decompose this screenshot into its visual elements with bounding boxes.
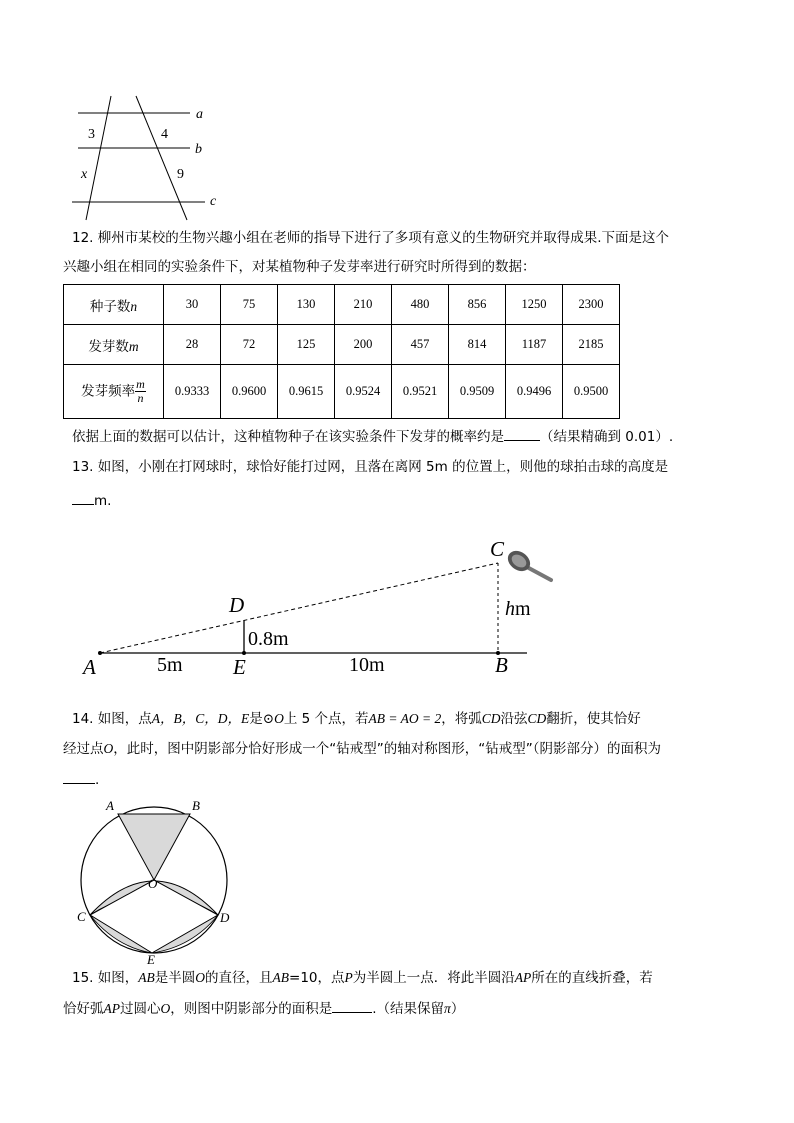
cell: 0.9521 bbox=[392, 365, 449, 419]
table-row-sprouts bbox=[64, 325, 620, 365]
seg-4: 4 bbox=[161, 127, 168, 142]
cell: 125 bbox=[278, 325, 335, 365]
point-A bbox=[98, 651, 102, 655]
cell: 1250 bbox=[506, 285, 563, 325]
label-B: B bbox=[192, 798, 200, 813]
seg-3: 3 bbox=[88, 127, 95, 142]
cell: 210 bbox=[335, 285, 392, 325]
cell: 72 bbox=[221, 325, 278, 365]
row-label-sprouts: 发芽数m bbox=[64, 325, 164, 365]
shaded-triangle bbox=[118, 814, 190, 880]
cell: 30 bbox=[164, 285, 221, 325]
cell: 0.9524 bbox=[335, 365, 392, 419]
cell: 1187 bbox=[506, 325, 563, 365]
cell: 0.9600 bbox=[221, 365, 278, 419]
label-EB-length: 10m bbox=[349, 654, 385, 676]
cell: 130 bbox=[278, 285, 335, 325]
label-O: O bbox=[148, 876, 158, 891]
cell: 856 bbox=[449, 285, 506, 325]
ball-path-dashed bbox=[100, 563, 498, 653]
label-DE-length: 0.8m bbox=[248, 628, 289, 650]
row-label-frequency: 发芽频率 $\frac{m}{n}$ bbox=[64, 365, 164, 419]
q13-line1: 13. 如图，小刚在打网球时，球恰好能打过网，且落在离网 5m 的位置上，则他的球拍击球的高度是 bbox=[72, 459, 669, 475]
answer-blank[interactable] bbox=[63, 769, 95, 784]
q12-line2: 兴趣小组在相同的实验条件下，对某植物种子发芽率进行研究时所得到的数据： bbox=[63, 259, 536, 275]
germination-table bbox=[63, 284, 620, 419]
q14-line1: 14. 如图，点A，B，C，D，E是⊙O上 5 个点，若AB = AO = 2，将弧CD沿弦CD翻折，使其恰好 bbox=[72, 711, 641, 727]
label-A: A bbox=[106, 798, 114, 813]
cell: 0.9500 bbox=[563, 365, 620, 419]
q12-line1: 12. 柳州市某校的生物兴趣小组在老师的指导下进行了多项有意义的生物研究并取得成果.下面是这个 bbox=[72, 230, 670, 246]
cell: 457 bbox=[392, 325, 449, 365]
answer-blank[interactable] bbox=[72, 490, 94, 505]
q15-line1: 15. 如图，AB是半圆O的直径，且AB=10，点P为半圆上一点．将此半圆沿AP所在的直线折叠，若 bbox=[72, 970, 653, 986]
table-row-seeds bbox=[64, 285, 620, 325]
racket-icon bbox=[504, 547, 551, 580]
label-C: C bbox=[77, 909, 86, 924]
row-label-seeds: 种子数n bbox=[64, 285, 164, 325]
label-AE-length: 5m bbox=[157, 654, 183, 676]
answer-blank[interactable] bbox=[504, 426, 540, 441]
cell: 480 bbox=[392, 285, 449, 325]
table-row-frequency bbox=[64, 365, 620, 419]
label-D: D bbox=[220, 910, 230, 925]
cell: 2300 bbox=[563, 285, 620, 325]
cell: 0.9496 bbox=[506, 365, 563, 419]
cell: 814 bbox=[449, 325, 506, 365]
transversal-left bbox=[86, 96, 111, 220]
label-b: b bbox=[195, 142, 202, 157]
tennis-figure bbox=[75, 530, 565, 685]
q15-line2: 恰好弧AP过圆心O，则图中阴影部分的面积是 .（结果保留π） bbox=[63, 998, 464, 1019]
cell: 0.9509 bbox=[449, 365, 506, 419]
label-h: hm bbox=[505, 598, 531, 620]
cell: 2185 bbox=[563, 325, 620, 365]
q12-answer-line: 依据上面的数据可以估计，这种植物种子在该实验条件下发芽的概率约是 （结果精确到 0.01）. bbox=[72, 426, 673, 447]
cell: 28 bbox=[164, 325, 221, 365]
cell: 0.9615 bbox=[278, 365, 335, 419]
cell: 0.9333 bbox=[164, 365, 221, 419]
q13-line2: m. bbox=[72, 490, 111, 511]
label-a: a bbox=[196, 107, 203, 122]
q14-line2: 经过点O，此时，图中阴影部分恰好形成一个“钻戒型”的轴对称图形，“钻戒型”（阴影部分）的面积为 bbox=[63, 741, 661, 757]
seg-9: 9 bbox=[177, 167, 184, 182]
fraction-m-over-n: $\frac{m}{n}$ bbox=[136, 377, 145, 406]
label-B: B bbox=[495, 653, 508, 677]
label-D: D bbox=[229, 593, 245, 617]
parallel-lines-figure bbox=[60, 90, 230, 230]
label-A: A bbox=[83, 655, 96, 679]
label-E: E bbox=[147, 952, 155, 965]
label-C: C bbox=[490, 537, 505, 561]
transversal-right bbox=[136, 96, 187, 220]
q14-line3: . bbox=[63, 769, 99, 790]
ring-figure bbox=[68, 795, 248, 965]
label-c: c bbox=[210, 194, 217, 209]
label-E: E bbox=[233, 655, 246, 679]
seg-x: x bbox=[81, 167, 88, 182]
cell: 200 bbox=[335, 325, 392, 365]
answer-blank[interactable] bbox=[332, 998, 372, 1013]
cell: 75 bbox=[221, 285, 278, 325]
